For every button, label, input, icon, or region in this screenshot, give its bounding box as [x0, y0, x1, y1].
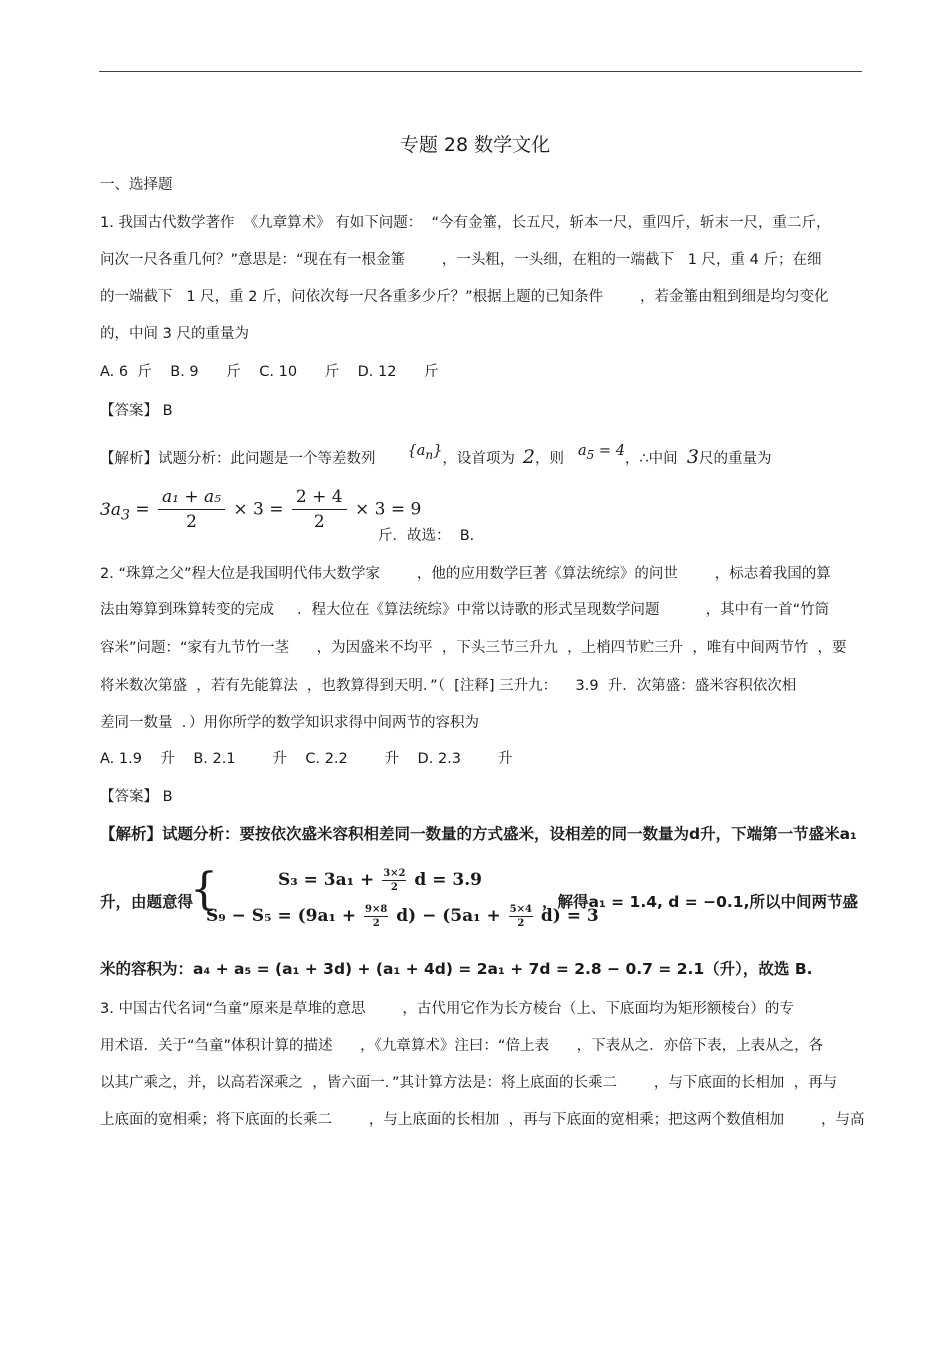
q2-analysis-2a: 升，由题意得: [100, 893, 194, 911]
first-term: 2: [522, 446, 535, 468]
section-heading: 一、选择题: [100, 177, 173, 193]
page-title: 专题 28 数学文化: [399, 134, 551, 156]
q2-line-4: 将米数次第盛 ，若有先能算法 ，也教算得到天明．”（ [注释] 三升九： 3.9 升．次第盛：盛米容积依次相: [100, 678, 797, 694]
q1-line-4: 的，中间 3 尺的重量为: [100, 326, 249, 342]
seq-symbol: $\{a_n\}$: [407, 443, 443, 462]
q1-tail: 斤．故选： B．: [378, 528, 485, 544]
system-eq-1: S₃ = 3a₁ + $\frac{3\times 2}{2}$ d = 3.9: [278, 868, 482, 893]
q1-formula: [100, 488, 421, 531]
q2-line-5: 差同一数量 ．）用你所学的数学知识求得中间两节的容积为: [100, 715, 479, 731]
q1-line-2: 问次一尺各重几何？”意思是：“现在有一根金箠 ，一头粗，一头细，在粗的一端截下 1 尺，重 4 斤；在细: [100, 252, 822, 268]
q1-line-3: 的一端截下 1 尺，重 2 斤，问依次每一尺各重多少斤？”根据上题的已知条件 ，若金箠由粗到细是均匀变化: [100, 289, 829, 305]
q2-line-2: 法由筹算到珠算转变的完成 ．程大位在《算法统综》中常以诗歌的形式呈现数学问题 ，其中有一首“竹筒: [100, 602, 830, 618]
q2-answer: 【答案】 B: [100, 789, 173, 805]
middle-count: 3: [686, 446, 699, 468]
fraction-1: $\frac{\text{a₁ + a₅}}{2}$: [158, 488, 225, 531]
q2-analysis-1: 【解析】试题分析：要按依次盛米容积相差同一数量的方式盛米，设相差的同一数量为d升，下端第一节盛米a₁: [100, 825, 857, 843]
q1-analysis-c: ，则: [534, 451, 564, 467]
q1-analysis: [100, 443, 772, 472]
header-rule: [99, 71, 862, 72]
q2-analysis-3: 米的容积为：a₄ + a₅ = (a₁ + 3d) + (a₁ + 4d) = 2a₁ + 7d = 2.8 − 0.7 = 2.1（升），故选 B.: [100, 960, 813, 978]
q1-analysis-a: 【解析】试题分析：此问题是一个等差数列: [100, 451, 376, 467]
q3-line-1: 3. 中国古代名词“刍童”原来是草堆的意思 ，古代用它作为长方棱台（上、下底面均为矩形额棱台）的专: [100, 1001, 794, 1017]
system-brace: {: [190, 864, 218, 915]
formula-times-2: × 3 = 9: [349, 499, 422, 520]
q2-analysis-2b: ，解得a₁ = 1.4, d = −0.1,所以中间两节盛: [542, 893, 858, 911]
a5-expr: $a_5 = 4$: [577, 443, 625, 462]
q2-options: A. 1.9 升 B. 2.1 升 C. 2.2 升 D. 2.3 升: [100, 751, 513, 767]
q1-answer: 【答案】 B: [100, 403, 173, 419]
q3-line-2: 用术语．关于“刍童”体积计算的描述 ，《九章算术》注曰：“倍上表 ，下表从之．亦倍下表，上表从之，各: [100, 1038, 824, 1054]
q3-line-3: 以其广乘之，并，以高若深乘之 ，皆六面一．”其计算方法是：将上底面的长乘二 ，与下底面的长相加 ，再与: [100, 1075, 838, 1091]
formula-left: $3a_3$: [100, 499, 130, 523]
fraction-2: $\frac{2 + 4}{2}$: [292, 488, 347, 531]
q1-analysis-b: ，设首项为: [442, 451, 515, 467]
q3-line-4: 上底面的宽相乘；将下底面的长乘二 ，与上底面的长相加 ，再与下底面的宽相乘；把这两个数值相加 ，与高: [100, 1112, 865, 1128]
q1-options: A. 6 斤 B. 9 斤 C. 10 斤 D. 12 斤: [100, 364, 439, 380]
q1-analysis-d: ，∴中间: [624, 451, 687, 467]
q2-line-3: 容米”问题：“家有九节竹一茎 ，为因盛米不均平 ，下头三节三升九 ，上梢四节贮三升 ，唯有中间两节竹 ，要: [100, 640, 847, 656]
formula-times-1: × 3 =: [227, 499, 289, 520]
q1-analysis-e: 尺的重量为: [698, 451, 772, 467]
q2-line-1: 2. “珠算之父”程大位是我国明代伟大数学家 ，他的应用数学巨著《算法统综》的问世 ，标志着我国的算: [100, 566, 831, 582]
formula-eq: =: [129, 499, 156, 520]
system-eq-2: S₉ − S₅ = (9a₁ + $\frac{9\times 8}{2}$ d) − (5a₁ + $\frac{5\times 4}{2}$ d) = 3: [206, 904, 599, 929]
q1-line-1: 1. 我国古代数学著作 《九章算术》 有如下问题： “今有金箠，长五尺，斩本一尺，重四斤，斩末一尺，重二斤，: [100, 215, 831, 231]
